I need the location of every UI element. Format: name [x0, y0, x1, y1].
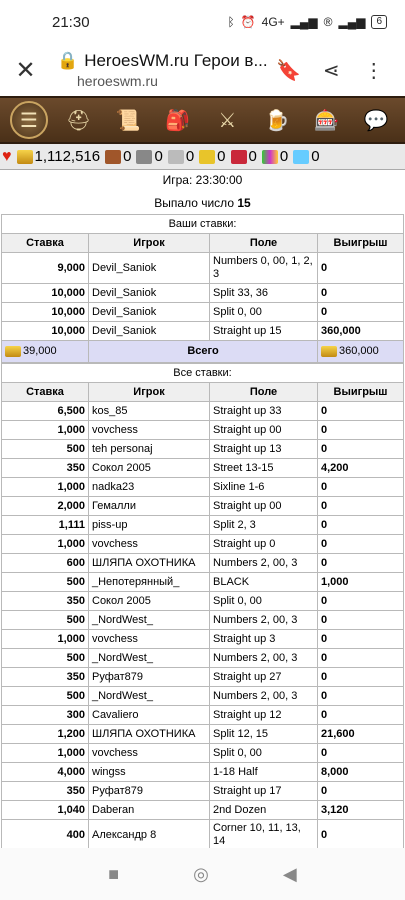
table-row [2, 706, 404, 725]
bet-amount: 6,500 [2, 402, 89, 421]
gems-icon [262, 150, 278, 164]
home-icon[interactable]: ◎ [193, 863, 209, 884]
bet-amount: 500 [2, 687, 89, 706]
gold-icon [321, 346, 337, 357]
win-amount: 0 [318, 303, 404, 322]
mercury-icon [168, 150, 184, 164]
wood-resource: 0 [105, 148, 131, 165]
url-box[interactable] [39, 51, 268, 89]
win-amount: 0 [318, 611, 404, 630]
bet-field: Split 12, 15 [210, 725, 318, 744]
health-indicator [2, 148, 12, 166]
player-name: kos_85 [89, 402, 210, 421]
bet-amount: 350 [2, 459, 89, 478]
sulfur-resource: 0 [199, 148, 225, 165]
ore-resource: 0 [136, 148, 162, 165]
game-nav [0, 96, 405, 144]
ore-icon [136, 150, 152, 164]
knight-helmet-icon[interactable]: ⛑ [65, 109, 92, 132]
diamond-icon [293, 150, 309, 164]
table-row [2, 668, 404, 687]
table-row [2, 535, 404, 554]
resources-bar [0, 144, 405, 170]
wood-icon [105, 150, 121, 164]
table-row [2, 630, 404, 649]
bet-field: Sixline 1-6 [210, 478, 318, 497]
gold-icon [5, 346, 21, 357]
close-icon[interactable]: ✕ [15, 56, 36, 84]
your-bets-title: Ваши ставки: [2, 215, 404, 234]
bet-amount: 1,111 [2, 516, 89, 535]
col-bet: Ставка [2, 234, 89, 253]
bet-amount: 4,000 [2, 763, 89, 782]
win-amount: 0 [318, 649, 404, 668]
lock-icon: 🔒 [57, 51, 79, 70]
bet-field: Numbers 2, 00, 3 [210, 687, 318, 706]
bet-amount: 10,000 [2, 322, 89, 341]
win-amount: 0 [318, 630, 404, 649]
total-win: 360,000 [339, 345, 379, 357]
bet-amount: 1,040 [2, 801, 89, 820]
win-amount: 0 [318, 516, 404, 535]
win-amount: 0 [318, 284, 404, 303]
signal2-icon: ▂▄▆ [338, 15, 366, 29]
bet-amount: 1,000 [2, 421, 89, 440]
col-player: Игрок [89, 383, 210, 402]
table-row [2, 421, 404, 440]
player-name: Devil_Saniok [89, 322, 210, 341]
bet-field: BLACK [210, 573, 318, 592]
bet-field: Straight up 00 [210, 497, 318, 516]
table-row [2, 402, 404, 421]
win-amount: 0 [318, 421, 404, 440]
player-name: _NordWest_ [89, 611, 210, 630]
table-row [2, 440, 404, 459]
bet-amount: 500 [2, 440, 89, 459]
sulfur-icon [199, 150, 215, 164]
win-amount: 0 [318, 402, 404, 421]
player-name: Сокол 2005 [89, 459, 210, 478]
bet-field: Numbers 2, 00, 3 [210, 611, 318, 630]
win-amount: 0 [318, 687, 404, 706]
crystals-icon [231, 150, 247, 164]
alarm-icon: ⏰ [240, 15, 256, 29]
bet-amount: 10,000 [2, 303, 89, 322]
game-info [0, 170, 405, 214]
win-amount: 0 [318, 535, 404, 554]
col-player: Игрок [89, 234, 210, 253]
all-bets-title: Все ставки: [2, 364, 404, 383]
game-label: Игра: 23:30:00 [162, 173, 243, 187]
roulette-results [0, 170, 405, 848]
player-name: Devil_Saniok [89, 253, 210, 284]
player-name: vovchess [89, 630, 210, 649]
bet-amount: 500 [2, 611, 89, 630]
col-win: Выигрыш [318, 383, 404, 402]
status-bar [0, 0, 405, 44]
table-row [2, 592, 404, 611]
win-amount: 0 [318, 253, 404, 284]
bet-field: Straight up 33 [210, 402, 318, 421]
bet-field: Split 0, 00 [210, 744, 318, 763]
bet-amount: 350 [2, 782, 89, 801]
bookmark-icon[interactable]: 🔖 [276, 59, 302, 82]
result-label: Выпало число [154, 196, 234, 210]
bet-amount: 350 [2, 668, 89, 687]
vpn-icon: ® [323, 15, 333, 29]
player-name: vovchess [89, 744, 210, 763]
player-name: Александр 8 [89, 820, 210, 851]
player-name: ШЛЯПА ОХОТНИКА [89, 725, 210, 744]
bet-field: Straight up 12 [210, 706, 318, 725]
bet-field: 2nd Dozen [210, 801, 318, 820]
player-name: _NordWest_ [89, 649, 210, 668]
win-amount: 0 [318, 478, 404, 497]
table-row [2, 516, 404, 535]
bet-amount: 10,000 [2, 284, 89, 303]
win-amount: 1,000 [318, 573, 404, 592]
table-row [2, 303, 404, 322]
crossed-swords-icon[interactable]: ⚔ [218, 109, 237, 132]
more-menu-icon[interactable]: ⋮ [363, 59, 384, 82]
table-row [2, 649, 404, 668]
bet-field: Straight up 3 [210, 630, 318, 649]
win-amount: 0 [318, 668, 404, 687]
player-name: Руфат879 [89, 782, 210, 801]
player-name: Daberan [89, 801, 210, 820]
total-bet: 39,000 [23, 345, 57, 357]
table-row [2, 459, 404, 478]
bet-amount: 400 [2, 820, 89, 851]
win-amount: 3,120 [318, 801, 404, 820]
backpack-icon[interactable]: 🎒 [165, 109, 191, 132]
bet-amount: 1,200 [2, 725, 89, 744]
bet-field: Street 13-15 [210, 459, 318, 478]
page-host: heroeswm.ru [77, 73, 158, 89]
status-time: 21:30 [52, 13, 90, 31]
bet-field: Split 2, 3 [210, 516, 318, 535]
bet-field: Corner 10, 11, 13, 14 [210, 820, 318, 851]
win-amount: 0 [318, 744, 404, 763]
share-icon[interactable]: ⋖ [322, 59, 340, 82]
player-name: teh personaj [89, 440, 210, 459]
player-name: Devil_Saniok [89, 284, 210, 303]
heart-icon: ♥ [2, 147, 12, 165]
table-row [2, 253, 404, 284]
bet-amount: 1,000 [2, 478, 89, 497]
bet-field: Split 0, 00 [210, 303, 318, 322]
total-label: Всего [89, 341, 318, 363]
page-title: HeroesWM.ru Герои в... [84, 51, 268, 70]
player-name: Гемалли [89, 497, 210, 516]
player-name: Devil_Saniok [89, 303, 210, 322]
signal-icon: ▂▄▆ [290, 15, 318, 29]
roulette-icon[interactable]: 🎰 [314, 109, 340, 132]
network-type: 4G+ [261, 15, 285, 29]
bet-amount: 1,000 [2, 535, 89, 554]
bluetooth-icon: ᛒ [227, 15, 235, 29]
player-name: piss-up [89, 516, 210, 535]
player-name: vovchess [89, 421, 210, 440]
table-row [2, 744, 404, 763]
bet-amount: 9,000 [2, 253, 89, 284]
table-row [2, 687, 404, 706]
table-row [2, 322, 404, 341]
player-name: Руфат879 [89, 668, 210, 687]
status-icons [227, 15, 387, 29]
bet-field: Split 33, 36 [210, 284, 318, 303]
table-row [2, 497, 404, 516]
col-win: Выигрыш [318, 234, 404, 253]
tavern-icon[interactable]: 🍺 [264, 109, 290, 132]
browser-toolbar [0, 44, 405, 96]
all-bets-table [1, 363, 404, 870]
bet-field: Numbers 2, 00, 3 [210, 649, 318, 668]
result-number: 15 [237, 196, 251, 210]
table-row [2, 478, 404, 497]
menu-icon[interactable]: ☰ [10, 101, 48, 139]
table-row [2, 284, 404, 303]
player-name: vovchess [89, 535, 210, 554]
mercury-resource: 0 [168, 148, 194, 165]
back-icon[interactable]: ◀ [282, 863, 297, 884]
recents-icon[interactable]: ■ [108, 863, 120, 884]
table-row [2, 573, 404, 592]
player-name: ШЛЯПА ОХОТНИКА [89, 554, 210, 573]
bet-field: Numbers 2, 00, 3 [210, 554, 318, 573]
player-name: _NordWest_ [89, 687, 210, 706]
table-row [2, 763, 404, 782]
win-amount: 8,000 [318, 763, 404, 782]
bet-amount: 300 [2, 706, 89, 725]
col-field: Поле [210, 234, 318, 253]
player-name: Сокол 2005 [89, 592, 210, 611]
your-bets-table [1, 214, 404, 363]
chat-icon[interactable]: 💬 [363, 109, 389, 132]
bet-field: Numbers 0, 00, 1, 2, 3 [210, 253, 318, 284]
map-scroll-icon[interactable]: 📜 [115, 109, 141, 132]
table-row [2, 725, 404, 744]
bet-field: Split 0, 00 [210, 592, 318, 611]
win-amount: 4,200 [318, 459, 404, 478]
bet-field: 1-18 Half [210, 763, 318, 782]
win-amount: 0 [318, 497, 404, 516]
bet-field: Straight up 17 [210, 782, 318, 801]
bet-amount: 350 [2, 592, 89, 611]
win-amount: 21,600 [318, 725, 404, 744]
win-amount: 0 [318, 440, 404, 459]
battery-icon: 6 [371, 15, 387, 29]
player-name: Cavaliero [89, 706, 210, 725]
win-amount: 0 [318, 592, 404, 611]
bet-amount: 1,000 [2, 744, 89, 763]
bet-field: Straight up 15 [210, 322, 318, 341]
diamonds-resource: 0 [293, 148, 319, 165]
gold-resource: 1,112,516 [17, 148, 101, 165]
total-row [2, 341, 404, 363]
result-line [0, 190, 405, 214]
bet-amount: 2,000 [2, 497, 89, 516]
win-amount: 360,000 [318, 322, 404, 341]
bet-amount: 500 [2, 573, 89, 592]
table-row [2, 801, 404, 820]
gems-resource: 0 [262, 148, 288, 165]
bet-amount: 500 [2, 649, 89, 668]
system-nav-bar [0, 848, 405, 900]
player-name: wingss [89, 763, 210, 782]
win-amount: 0 [318, 706, 404, 725]
table-row [2, 782, 404, 801]
bet-field: Straight up 0 [210, 535, 318, 554]
bet-amount: 1,000 [2, 630, 89, 649]
bet-field: Straight up 00 [210, 421, 318, 440]
col-bet: Ставка [2, 383, 89, 402]
bet-field: Straight up 13 [210, 440, 318, 459]
table-row [2, 611, 404, 630]
player-name: nadka23 [89, 478, 210, 497]
win-amount: 0 [318, 554, 404, 573]
col-field: Поле [210, 383, 318, 402]
win-amount: 0 [318, 782, 404, 801]
table-row [2, 820, 404, 851]
player-name: _Непотерянный_ [89, 573, 210, 592]
crystals-resource: 0 [231, 148, 257, 165]
win-amount: 0 [318, 820, 404, 851]
table-row [2, 554, 404, 573]
bet-field: Straight up 27 [210, 668, 318, 687]
gold-icon [17, 150, 33, 164]
bet-amount: 600 [2, 554, 89, 573]
